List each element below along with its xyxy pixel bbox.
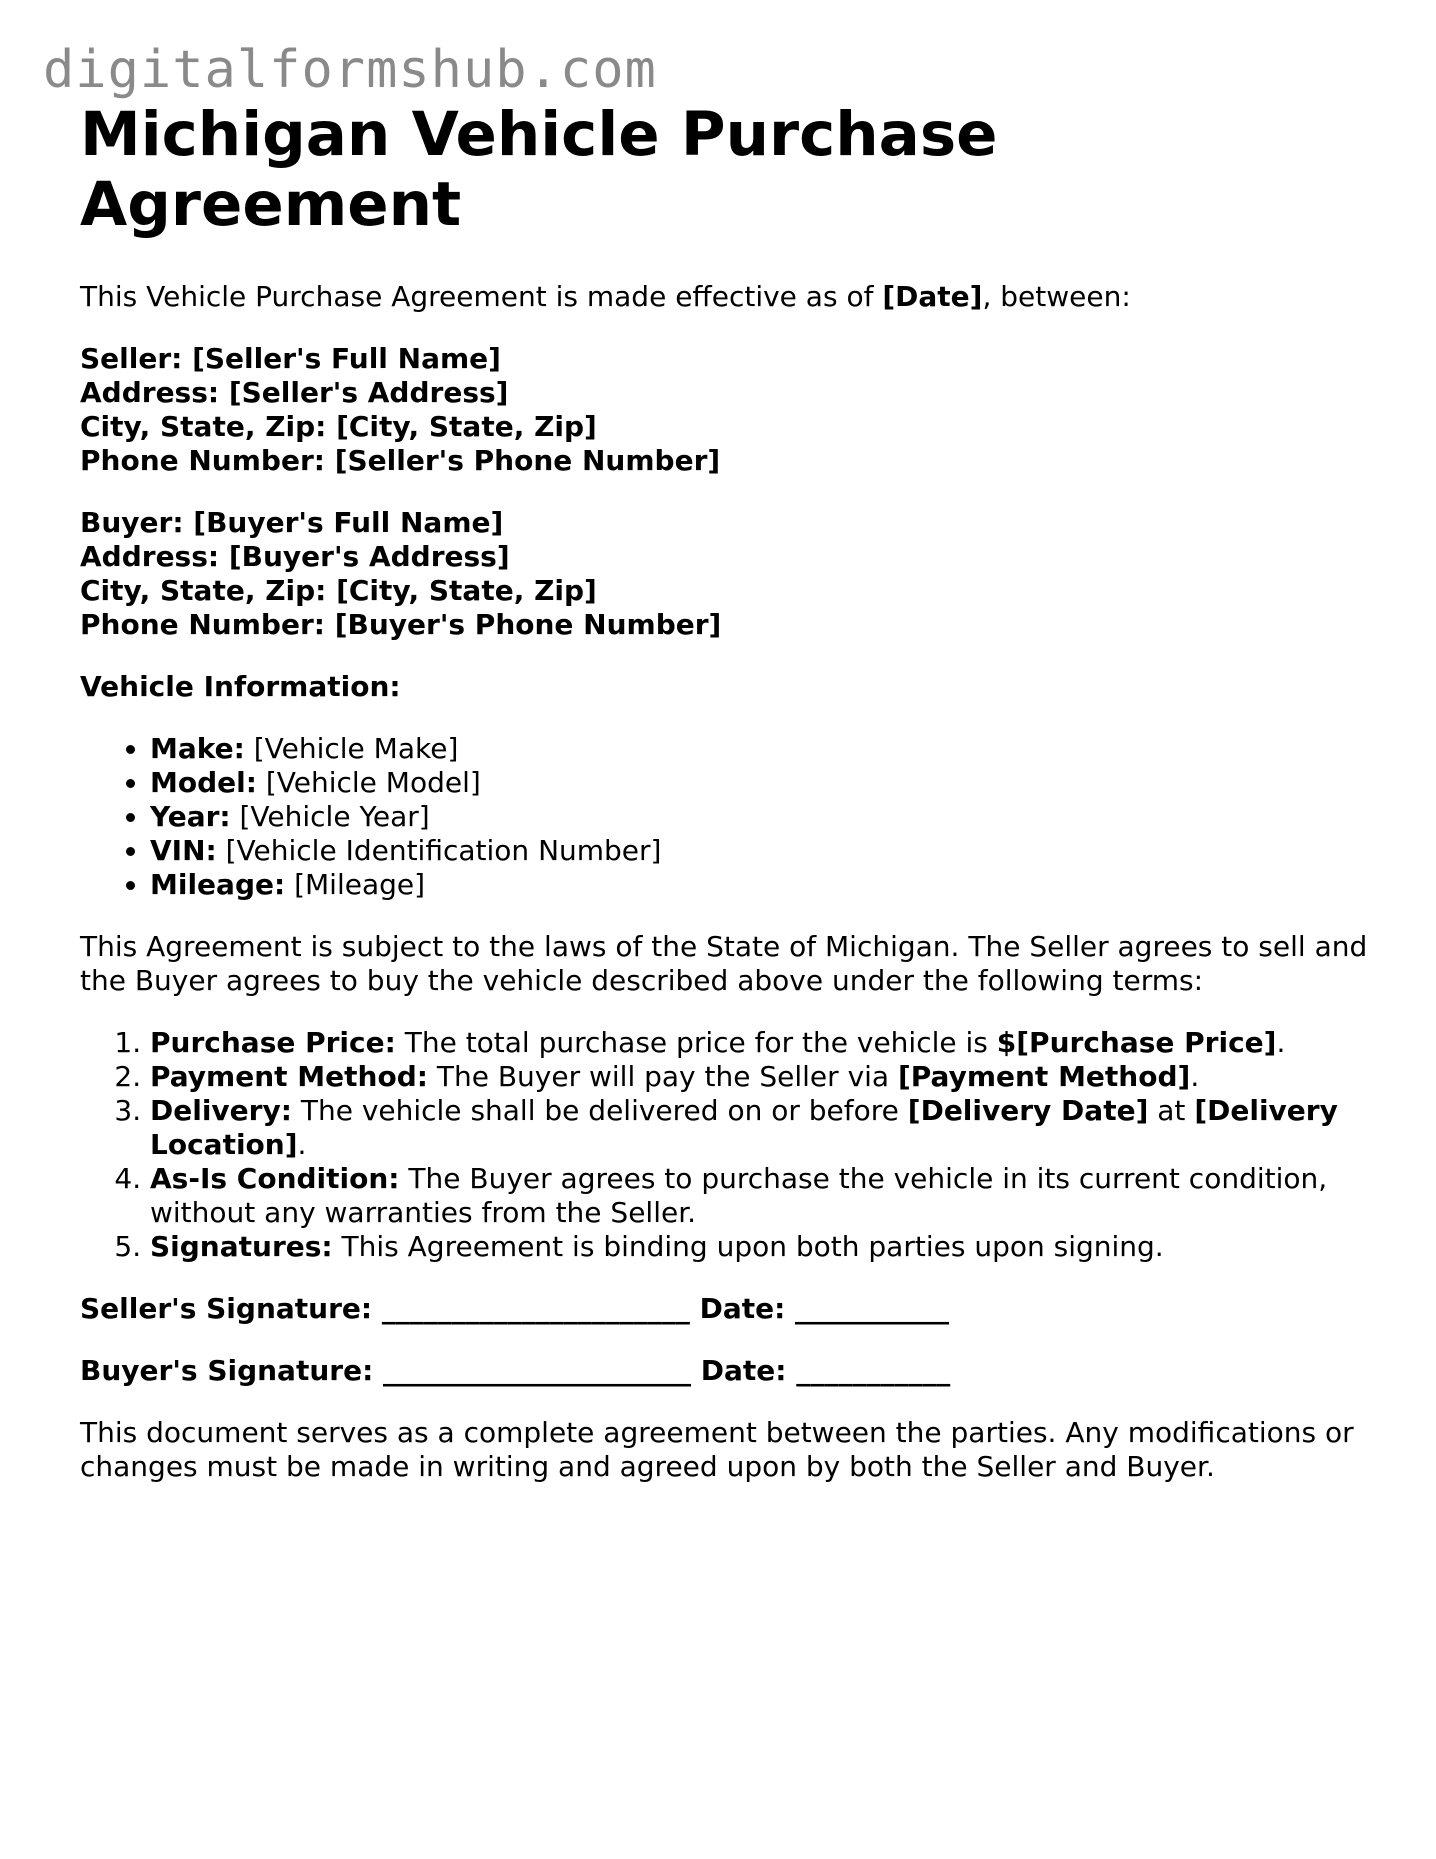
term-label: Purchase Price: bbox=[150, 1026, 396, 1060]
term-end: . bbox=[1190, 1060, 1200, 1094]
vehicle-make-label: Make: bbox=[150, 732, 245, 766]
term-value: [Payment Method] bbox=[897, 1060, 1191, 1094]
intro-paragraph bbox=[80, 280, 1370, 314]
term-text: The Buyer will pay the Seller via bbox=[427, 1060, 898, 1094]
term-as-is bbox=[150, 1162, 1370, 1230]
term-label: As-Is Condition: bbox=[150, 1162, 400, 1196]
term-text: at bbox=[1148, 1094, 1195, 1128]
term-payment-method bbox=[150, 1060, 1370, 1094]
term-signatures bbox=[150, 1230, 1370, 1264]
list-item bbox=[150, 868, 1370, 902]
term-label: Signatures: bbox=[150, 1230, 333, 1264]
vehicle-make-value: [Vehicle Make] bbox=[244, 732, 459, 766]
effective-date: [Date] bbox=[882, 280, 983, 314]
document-body bbox=[80, 100, 1370, 1512]
buyer-address: Address: [Buyer's Address] bbox=[80, 540, 510, 574]
seller-address: Address: [Seller's Address] bbox=[80, 376, 509, 410]
terms-intro: This Agreement is subject to the laws of the State of Michigan. The Seller agrees to sell and the Buyer agrees to buy the vehicle described above under the following terms: bbox=[80, 930, 1368, 998]
buyer-info bbox=[80, 506, 1370, 642]
terms-list bbox=[80, 1026, 1370, 1264]
term-text: The vehicle shall be delivered on or before bbox=[291, 1094, 908, 1128]
term-text: This Agreement is binding upon both parties upon signing. bbox=[332, 1230, 1164, 1264]
buyer-name: Buyer: [Buyer's Full Name] bbox=[80, 506, 504, 540]
list-item bbox=[150, 732, 1370, 766]
seller-signature-line[interactable]: Seller's Signature: ______________________ Date: ___________ bbox=[80, 1292, 950, 1326]
list-item bbox=[150, 766, 1370, 800]
term-label: Payment Method: bbox=[150, 1060, 428, 1094]
seller-phone: Phone Number: [Seller's Phone Number] bbox=[80, 444, 721, 478]
term-value: $[Purchase Price] bbox=[996, 1026, 1277, 1060]
term-text: The Buyer agrees to purchase the vehicle in its current condition, without any warranties from the Seller. bbox=[150, 1162, 1328, 1230]
vehicle-vin-value: [Vehicle Identification Number] bbox=[216, 834, 662, 868]
seller-name: Seller: [Seller's Full Name] bbox=[80, 342, 501, 376]
term-end: . bbox=[297, 1128, 307, 1162]
list-item bbox=[150, 800, 1370, 834]
intro-text: This Vehicle Purchase Agreement is made effective as of bbox=[80, 280, 883, 314]
vehicle-list bbox=[80, 732, 1370, 902]
term-text: The total purchase price for the vehicle is bbox=[395, 1026, 997, 1060]
term-delivery bbox=[150, 1094, 1370, 1162]
vehicle-model-label: Model: bbox=[150, 766, 257, 800]
term-value: [Delivery Location] bbox=[150, 1094, 1338, 1162]
closing-paragraph: This document serves as a complete agreement between the parties. Any modifications or changes must be made in writing and agreed upon by both the Seller and Buyer. bbox=[80, 1416, 1354, 1484]
page-title: Michigan Vehicle Purchase Agreement bbox=[80, 99, 998, 241]
vehicle-mileage-value: [Mileage] bbox=[285, 868, 426, 902]
intro-text-end: , between: bbox=[982, 280, 1131, 314]
buyer-city: City, State, Zip: [City, State, Zip] bbox=[80, 574, 597, 608]
vehicle-heading: Vehicle Information: bbox=[80, 670, 401, 704]
term-value: [Delivery Date] bbox=[907, 1094, 1149, 1128]
term-purchase-price bbox=[150, 1026, 1370, 1060]
vehicle-model-value: [Vehicle Model] bbox=[256, 766, 481, 800]
vehicle-year-label: Year: bbox=[150, 800, 231, 834]
vehicle-mileage-label: Mileage: bbox=[150, 868, 286, 902]
seller-info bbox=[80, 342, 1370, 478]
term-label: Delivery: bbox=[150, 1094, 292, 1128]
term-end: . bbox=[1276, 1026, 1286, 1060]
vehicle-year-value: [Vehicle Year] bbox=[230, 800, 430, 834]
buyer-phone: Phone Number: [Buyer's Phone Number] bbox=[80, 608, 722, 642]
buyer-signature-line[interactable]: Buyer's Signature: ______________________ Date: ___________ bbox=[80, 1354, 951, 1388]
watermark: digitalformshub.com bbox=[43, 40, 657, 100]
seller-city: City, State, Zip: [City, State, Zip] bbox=[80, 410, 597, 444]
list-item bbox=[150, 834, 1370, 868]
vehicle-vin-label: VIN: bbox=[150, 834, 217, 868]
